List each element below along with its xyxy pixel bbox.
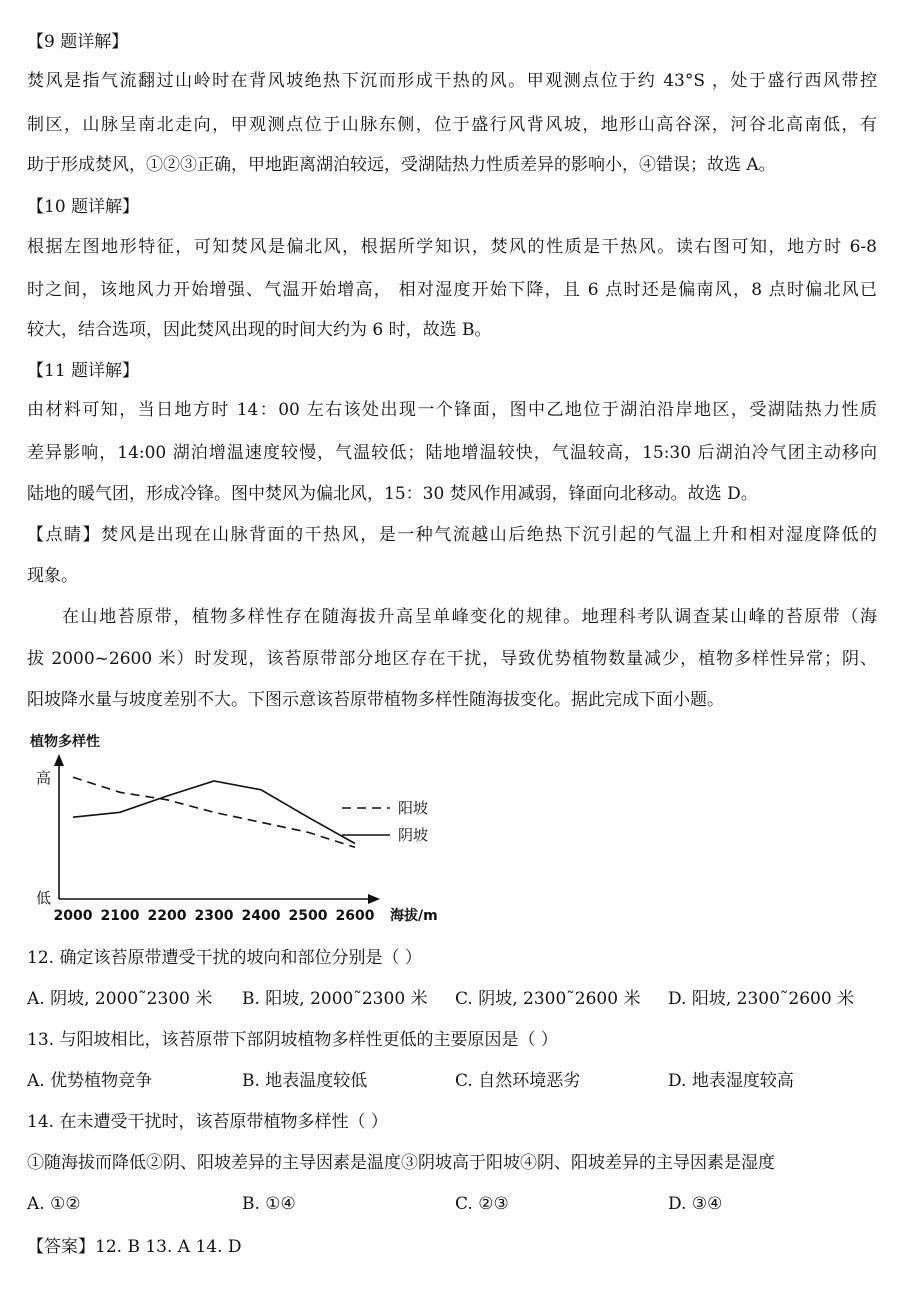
x-tick-label: 2100 [100, 908, 140, 924]
q14-stem: 14. 在未遭受干扰时，该苔原带植物多样性（ ） [27, 1112, 388, 1132]
q11-line-1: 由材料可知，当日地方时 14：00 左右该处出现一个锋面，图中乙地位于湖泊沿岸地区，受湖陆热力性质 [27, 400, 877, 420]
q11-line-2: 差异影响，14:00 湖泊增温速度较慢，气温较低；陆地增温较快，气温较高，15:30 后湖泊冷气团主动移向 [27, 443, 877, 463]
x-tick-label: 2500 [288, 908, 328, 924]
q12-option-a: A. 阴坡, 2000˜2300 米 [27, 989, 213, 1009]
tip-line-1: 【点睛】焚风是出现在山脉背面的干热风，是一种气流越山后绝热下沉引起的气温上升和相对湿度降低的 [27, 525, 877, 545]
q14-option-b: B. ①④ [242, 1194, 296, 1214]
q14-option-c: C. ②③ [455, 1194, 509, 1214]
x-tick-label: 2200 [147, 908, 187, 924]
q12-option-b: B. 阳坡, 2000˜2300 米 [242, 989, 428, 1009]
q14-option-a: A. ①② [27, 1194, 81, 1214]
q10-line-2: 时之间，该地风力开始增强、气温开始增高， 相对湿度开始下降，且 6 点时还是偏南风，8 点时偏北风已 [27, 280, 877, 300]
q14-option-d: D. ③④ [668, 1194, 723, 1214]
q12-option-d: D. 阳坡, 2300˜2600 米 [668, 989, 855, 1009]
q11-line-3: 陆地的暖气团，形成冷锋。图中焚风为偏北风，15：30 焚风作用减弱，锋面向北移动。故选 D。 [27, 484, 758, 504]
material-line-3: 阳坡降水量与坡度差别不大。下图示意该苔原带植物多样性随海拔变化。据此完成下面小题。 [27, 690, 724, 710]
legend-label: 阳坡 [398, 799, 429, 817]
q9-line-2: 制区，山脉呈南北走向，甲观测点位于山脉东侧，位于盛行风背风坡，地形山高谷深，河谷北高南低，有 [27, 115, 877, 135]
x-tick-label: 2400 [241, 908, 281, 924]
q9-line-3: 助于形成焚风，①②③正确，甲地距离湖泊较远，受湖陆热力性质差异的影响小，④错误；故选 A。 [27, 155, 776, 175]
tip-line-2: 现象。 [27, 566, 78, 586]
q13-option-b: B. 地表温度较低 [242, 1071, 368, 1091]
q10-line-3: 较大，结合选项，因此焚风出现的时间大约为 6 时，故选 B。 [27, 320, 492, 340]
chart-ticks [36, 769, 375, 924]
x-axis-arrow [368, 894, 380, 904]
chart-legend [342, 799, 428, 844]
diversity-chart [22, 728, 462, 930]
material-line-1: 在山地苔原带，植物多样性存在随海拔升高呈单峰变化的规律。地理科考队调查某山峰的苔原带（海 [62, 607, 877, 627]
chart-ylabel: 植物多样性 [30, 734, 100, 750]
y-tick-label: 低 [36, 889, 52, 907]
y-tick-label: 高 [36, 769, 52, 787]
q11-heading: 【11 题详解】 [27, 361, 140, 381]
x-tick-label: 2000 [53, 908, 93, 924]
answer-line: 【答案】12. B 13. A 14. D [27, 1237, 242, 1257]
q13-option-d: D. 地表湿度较高 [668, 1071, 794, 1091]
q12-stem: 12. 确定该苔原带遭受干扰的坡向和部位分别是（ ） [27, 948, 422, 968]
y-axis-arrow [54, 754, 64, 766]
x-tick-label: 2300 [194, 908, 234, 924]
q13-option-c: C. 自然环境恶劣 [455, 1071, 581, 1091]
chart-series [73, 777, 355, 847]
material-line-2: 拔 2000~2600 米）时发现，该苔原带部分地区存在干扰，导致优势植物数量减少，植物多样性异常；阴、 [27, 649, 877, 669]
chart-xlabel: 海拔/m [390, 908, 438, 924]
q10-heading: 【10 题详解】 [27, 197, 140, 217]
q9-heading: 【9 题详解】 [27, 32, 129, 52]
q12-option-c: C. 阴坡, 2300˜2600 米 [455, 989, 641, 1009]
q14-statements: ①随海拔而降低②阴、阳坡差异的主导因素是温度③阴坡高于阳坡④阴、阳坡差异的主导因素是湿度 [27, 1153, 775, 1173]
q10-line-1: 根据左图地形特征，可知焚风是偏北风，根据所学知识，焚风的性质是干热风。读右图可知，地方时 6-8 [27, 237, 877, 257]
chart-axes [54, 754, 380, 904]
legend-label: 阴坡 [398, 826, 429, 844]
q9-line-1: 焚风是指气流翻过山岭时在背风坡绝热下沉而形成干热的风。甲观测点位于约 43°S ，处于盛行西风带控 [27, 71, 877, 91]
q13-stem: 13. 与阳坡相比，该苔原带下部阴坡植物多样性更低的主要原因是（ ） [27, 1030, 558, 1050]
q13-option-a: A. 优势植物竞争 [27, 1071, 153, 1091]
x-tick-label: 2600 [335, 908, 375, 924]
